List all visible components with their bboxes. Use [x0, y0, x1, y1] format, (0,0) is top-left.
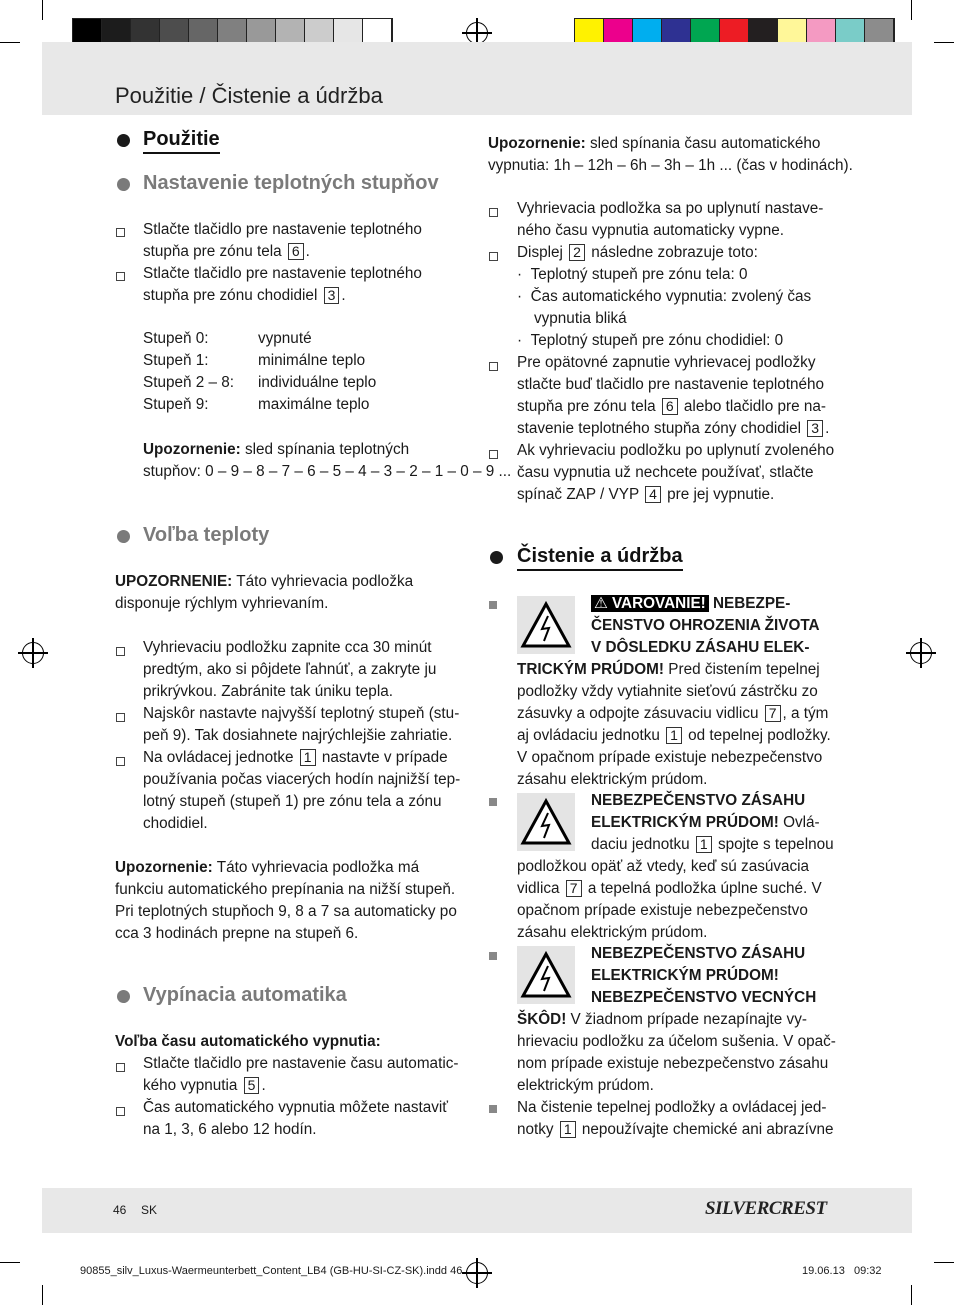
crop-mark: [42, 1285, 43, 1305]
ref-number: 1: [560, 1121, 576, 1138]
warning-body: ŠKÔD! V žiadnom prípade nezapínajte vy- hrievaciu podložku za účelom sušenia. V opač- nom prípade existuje nebezpečenstvo zásahu elektrickým prúdom.: [517, 1011, 836, 1094]
crop-mark: [0, 42, 20, 43]
language-code: SK: [141, 1203, 158, 1217]
crop-mark: [934, 1262, 954, 1263]
ref-number: 1: [300, 749, 316, 766]
ref-number: 3: [324, 287, 340, 304]
checkbox-bullet-icon: [489, 252, 498, 261]
ref-number: 7: [566, 880, 582, 897]
brand-logo: SILVERCREST: [705, 1198, 827, 1219]
electric-hazard-icon: [517, 793, 575, 851]
ref-number: 2: [569, 244, 585, 261]
crop-mark: [934, 42, 954, 43]
ref-number: 3: [807, 420, 823, 437]
page-title: Použitie / Čistenie a údržba: [115, 83, 383, 108]
ref-number: 7: [765, 705, 781, 722]
crop-mark: [911, 0, 912, 20]
sub-list-item: · Teplotný stupeň pre zónu tela: 0 · Čas automatického vypnutia: zvolený čas vypnutia bliká · Teplotný stupeň pre zónu chodidiel: 0: [517, 266, 812, 349]
subheading: Voľba času automatického vypnutia:: [115, 1033, 381, 1050]
heading-cistenie: Čistenie a údržba: [517, 545, 683, 571]
section-bullet-icon: [117, 178, 130, 191]
ref-number: 1: [696, 836, 712, 853]
crop-mark: [911, 1285, 912, 1305]
square-bullet-icon: [489, 798, 497, 806]
registration-mark-icon: [910, 642, 932, 664]
note: Upozornenie: Táto vyhrievacia podložka má funkciu automatického prepínania na nižší stupeň. Pri teplotných stupňoch 9, 8 a 7 sa automaticky po cca 3 hodinách prepne na stupeň 6.: [115, 859, 457, 942]
warning-block: NEBEZPEČENSTVO ZÁSAHU ELEKTRICKÝM PRÚDOM! Ovlá- daciu jednotku 1 spojte s tepelnou: [591, 792, 834, 853]
checkbox-bullet-icon: [116, 228, 125, 237]
list-item: Na čistenie tepelnej podložky a ovládacej jed- notky 1 nepoužívajte chemické ani abrazívne: [517, 1099, 834, 1138]
heading-nastavenie: Nastavenie teplotných stupňov: [143, 172, 439, 194]
ref-number: 4: [645, 486, 661, 503]
section-bullet-icon: [117, 134, 130, 147]
section-bullet-icon: [490, 551, 503, 564]
checkbox-bullet-icon: [489, 362, 498, 371]
registration-mark-icon: [22, 642, 44, 664]
page-number: 46: [113, 1203, 127, 1217]
checkbox-bullet-icon: [116, 647, 125, 656]
file-info: 90855_silv_Luxus-Waermeunterbett_Content_LB4 (GB-HU-SI-CZ-SK).indd 46: [80, 1265, 463, 1277]
electric-hazard-icon: [517, 596, 575, 654]
list-item: Vyhrievaciu podložku zapnite cca 30 minút predtým, ako si pôjdete ľahnúť, a zakryte ju prikrývkou. Zabránite tak úniku tepla.: [143, 639, 437, 700]
print-date: 19.06.13 09:32: [802, 1265, 882, 1277]
heading-volba-teploty: Voľba teploty: [143, 524, 270, 546]
section-bullet-icon: [117, 990, 130, 1003]
warning-body: TRICKÝM PRÚDOM! Pred čistením tepelnej podložky vždy vytiahnite sieťovú zástrčku zo zásuvky a odpojte zásuvaciu vidlicu 7 , a tým aj ovládaciu jednotku 1 od tepelnej podložky. V opačnom prípade existuje nebezpečenstvo zásahu elektrickým prúdom.: [517, 661, 831, 788]
registration-mark-icon: [466, 1262, 488, 1284]
square-bullet-icon: [489, 952, 497, 960]
ref-number: 6: [288, 243, 304, 260]
checkbox-bullet-icon: [116, 272, 125, 281]
list-item: Stlačte tlačidlo pre nastavenie teplotného stupňa pre zónu tela 6 .: [143, 221, 422, 260]
warning-block: ⚠ VAROVANIE! NEBEZPE- ČENSTVO OHROZENIA ŽIVOTA V DÔSLEDKU ZÁSAHU ELEK-: [591, 595, 820, 656]
list-item: Ak vyhrievaciu podložku po uplynutí zvoleného času vypnutia už nechcete používať, stlačte spínač ZAP / VYP 4 pre jej vypnutie.: [517, 442, 835, 503]
note: Upozornenie: sled spínania teplotných stupňov: 0 – 9 – 8 – 7 – 6 – 5 – 4 – 3 – 2 – 1 – 0 – 9 ...: [143, 441, 512, 480]
checkbox-bullet-icon: [116, 713, 125, 722]
checkbox-bullet-icon: [116, 757, 125, 766]
section-bullet-icon: [117, 530, 130, 543]
heading-vypinacia: Vypínacia automatika: [143, 984, 347, 1006]
heading-pouzitie: Použitie: [143, 128, 220, 154]
note: UPOZORNENIE: Táto vyhrievacia podložka disponuje rýchlym vyhrievaním.: [115, 573, 414, 612]
ref-number: 5: [244, 1077, 260, 1094]
crop-mark: [0, 1262, 20, 1263]
registration-mark-icon: [466, 22, 488, 44]
checkbox-bullet-icon: [116, 1107, 125, 1116]
list-item: Čas automatického vypnutia môžete nastaviť na 1, 3, 6 alebo 12 hodín.: [143, 1099, 449, 1138]
warning-block: NEBEZPEČENSTVO ZÁSAHU ELEKTRICKÝM PRÚDOM! NEBEZPEČENSTVO VECNÝCH: [591, 945, 817, 1006]
checkbox-bullet-icon: [489, 450, 498, 459]
ref-number: 1: [666, 727, 682, 744]
list-item: Na ovládacej jednotke 1 nastavte v prípade používania počas viacerých hodín najnižší tep- lotný stupeň (stupeň 1) pre zónu tela a zónu chodidiel.: [143, 749, 461, 832]
list-item: Najskôr nastavte najvyšší teplotný stupeň (stu- peň 9). Tak dosiahnete najrýchlejšie zahriatie.: [143, 705, 460, 744]
checkbox-bullet-icon: [489, 208, 498, 217]
note: Upozornenie: sled spínania času automatického vypnutia: 1h – 12h – 6h – 3h – 1h ... (čas v hodinách).: [488, 135, 853, 174]
ref-number: 6: [662, 398, 678, 415]
list-item: Vyhrievacia podložka sa po uplynutí nastave- ného času vypnutia automaticky vypne.: [517, 200, 824, 239]
checkbox-bullet-icon: [116, 1063, 125, 1072]
list-item: Stlačte tlačidlo pre nastavenie času automatic- kého vypnutia 5 .: [143, 1055, 459, 1094]
square-bullet-icon: [489, 1105, 497, 1113]
crop-mark: [42, 0, 43, 20]
list-item: Displej 2 následne zobrazuje toto:: [517, 244, 758, 261]
square-bullet-icon: [489, 601, 497, 609]
list-item: Stlačte tlačidlo pre nastavenie teplotného stupňa pre zónu chodidiel 3 .: [143, 265, 422, 304]
electric-hazard-icon: [517, 946, 575, 1004]
list-item: Pre opätovné zapnutie vyhrievacej podložky stlačte buď tlačidlo pre nastavenie teplotného stupňa pre zónu tela 6 alebo tlačidlo pre na- stavenie teplotného stupňa zóny chodidiel 3 .: [517, 354, 830, 437]
warning-body: podložkou opäť až vtedy, keď sú zasúvacia vidlica 7 a tepelná podložka úplne suché. V opačnom prípade existuje nebezpečenstvo zásahu elektrickým prúdom.: [517, 858, 822, 941]
